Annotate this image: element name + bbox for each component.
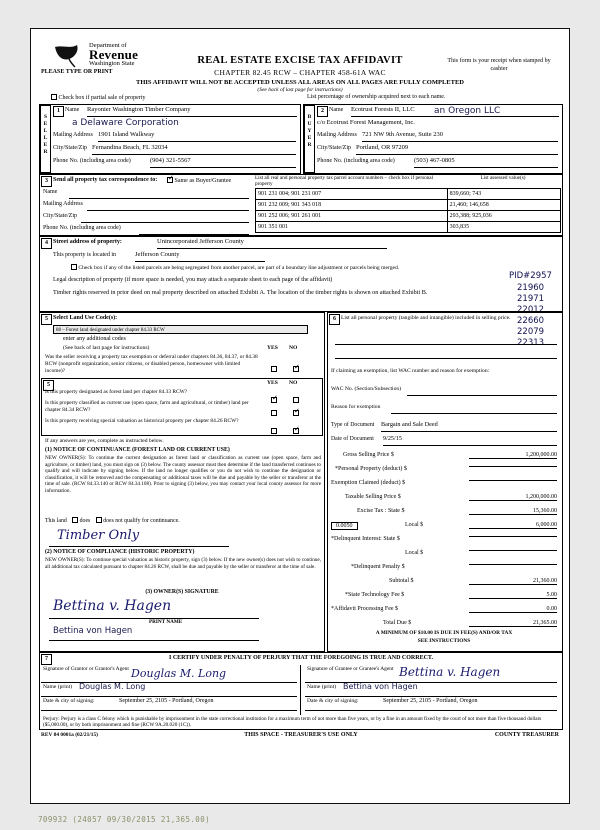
buyer-mail-value[interactable]: 721 NW 9th Avenue, Suite 230	[362, 131, 558, 142]
grantee-sig-label: Signature of Grantee or Grantee's Agent	[307, 666, 394, 672]
affidavit-fee-row	[331, 606, 557, 616]
personal-property-deduct-row	[331, 466, 557, 476]
grantee-signature[interactable]: Bettina v. Hagen	[399, 665, 501, 679]
excise-tax-local-value[interactable]: 6,000.00	[469, 522, 557, 529]
taxable-selling-price-value[interactable]: 1,200,000.00	[469, 494, 557, 501]
parcel-cell[interactable]: 901 252 006; 901 261 001	[256, 211, 448, 222]
affidavit-fee-label: *Affidavit Processing Fee $	[331, 606, 399, 612]
section-5-number: 5	[41, 314, 52, 325]
no-header-1: NO	[289, 345, 298, 351]
parcel-cell[interactable]: 901 232 009; 901 343 018	[256, 200, 448, 211]
party-section	[39, 104, 561, 174]
corr-phone-label: Phone No. (including area code)	[43, 225, 121, 231]
timber-only-handwritten: Timber Only	[57, 528, 140, 543]
subtotal-row	[331, 578, 557, 588]
grantor-name-value[interactable]: Douglas M. Long	[79, 682, 146, 691]
qualify-label: qualify for continuance.	[124, 518, 180, 524]
form-footer	[39, 730, 561, 744]
q1-no-checkbox[interactable]	[293, 366, 299, 372]
delinquent-penalty-value[interactable]	[469, 564, 557, 565]
street-address-label: Street address of property:	[53, 239, 122, 245]
treasurer-space-label: THIS SPACE - TREASURER'S USE ONLY	[244, 732, 358, 738]
excise-tax-state-value[interactable]: 15,360.00	[469, 508, 557, 515]
grantee-date-value[interactable]: September 25, 2105 - Portland, Oregon	[383, 698, 478, 704]
yes-header-1: YES	[267, 345, 278, 351]
page-subtitle: CHAPTER 82.45 RCW – CHAPTER 458-61A WAC	[214, 68, 386, 77]
agency-state: Washington State	[89, 60, 135, 67]
personal-property-deduct-value[interactable]	[469, 466, 557, 467]
delinquent-interest-local-row	[331, 550, 557, 560]
landuse-title: Select Land Use Code(s):	[53, 315, 118, 321]
corr-city-label: City/State/Zip	[43, 213, 77, 219]
landuse-question-1: Was the seller receiving a property tax exemption or deferral under chapters 84.36, 84.37, or 84.38 RCW (nonprofit organization, senior citizens, or disabled person, homeowner with limited income)?	[45, 354, 258, 374]
grantor-signature[interactable]: Douglas M. Long	[131, 667, 227, 680]
landuse-additional-label: enter any additional codes	[63, 336, 126, 342]
personal-property-value-2[interactable]	[335, 348, 557, 359]
owner-signature[interactable]: Bettina v. Hagen	[53, 598, 172, 614]
buyer-name-handwritten: an Oregon LLC	[434, 106, 501, 116]
personal-property-deduct-label: *Personal Property (deduct) $	[335, 466, 407, 472]
q4-yes-checkbox[interactable]	[271, 428, 277, 434]
exemption-claim-label: If claiming an exemption, list WAC number and reason for exemption:	[331, 368, 490, 374]
margin-note-5: 22079	[517, 327, 545, 337]
buyer-city-value[interactable]: Portland, OR 97209	[356, 144, 558, 155]
grantor-sig-label: Signature of Grantor or Grantor's Agent	[43, 666, 129, 672]
exemption-claimed-row	[331, 480, 557, 490]
does-label: does	[79, 518, 91, 524]
owner-print-name[interactable]: Bettina von Hagen	[53, 626, 133, 636]
does-not-qualify-checkbox[interactable]	[96, 517, 102, 523]
historic-compliance-body: NEW OWNER(S): To continue special valuation as historic property, sign (3) below. If the new owner(s) does not wish to continue, all additional tax calculated pursuant to chapter 84.26 RCW, shall be due and payable by the seller or transferor at the time of sale.	[45, 557, 321, 570]
section-4-number: 4	[41, 238, 52, 249]
margin-note-6: 22313	[517, 338, 545, 348]
same-as-buyer-label: Same as Buyer/Grantee	[174, 178, 232, 184]
margin-pid-note: PID#2957	[509, 271, 552, 281]
page-title: REAL ESTATE EXCISE TAX AFFIDAVIT	[197, 55, 403, 66]
q4-no-checkbox[interactable]	[293, 428, 299, 434]
seller-city-value[interactable]: Fernandina Beach, FL 32034	[92, 144, 296, 155]
certification-section	[39, 652, 561, 730]
affidavit-sheet	[30, 28, 570, 804]
subtotal-label: Subtotal $	[389, 578, 414, 584]
buyer-name-value[interactable]: Ecotrust Forests II, LLC	[351, 106, 559, 117]
doc-type-value[interactable]: Bargain and Sale Deed	[381, 421, 557, 432]
taxable-selling-price-row	[331, 494, 557, 504]
parcel-cell[interactable]: 901 231 004; 901 231 007	[256, 189, 448, 200]
yes-header-2: YES	[267, 380, 278, 386]
located-in-label: This property is located in	[53, 252, 116, 258]
legal-description-label: Legal description of property (if more space is needed, you may attach a separate sheet to each page of the affidavit)	[53, 277, 333, 283]
table-row	[256, 222, 561, 233]
does-qualify-checkbox[interactable]	[72, 517, 78, 523]
parcel-table	[255, 188, 561, 233]
margin-note-1: 21960	[517, 283, 545, 293]
section-7-number: 7	[41, 654, 52, 665]
section-1-number: 1	[53, 106, 64, 117]
gross-selling-price-value[interactable]: 1,200,000.00	[469, 452, 557, 459]
minimum-due-note: A MINIMUM OF $10.00 IS DUE IN FEE(S) AND/OR TAX	[375, 630, 513, 636]
delinquent-penalty-label: *Delinquent Penalty $	[351, 564, 405, 570]
excise-tax-local-label: Local $	[405, 522, 424, 528]
grantor-signature-block	[39, 665, 301, 715]
reason-value[interactable]	[391, 403, 557, 414]
doc-date-value[interactable]: 9/25/15	[383, 435, 557, 446]
seller-phone-value[interactable]: (904) 321-5567	[150, 157, 296, 168]
landuse-question-4: Is this property receiving special valuation as historical property per chapter 84.26 RCW?	[45, 418, 239, 424]
corr-mail-label: Mailing Address	[43, 201, 83, 207]
personal-property-label: List all personal property (tangible and intangible) included in selling price.	[341, 315, 511, 321]
seller-name-value[interactable]: Rayonier Washington Timber Company	[87, 106, 297, 117]
parcel-header: List all real and personal property tax parcel account numbers – check box if personal property	[255, 175, 434, 187]
subtotal-value[interactable]: 21,360.00	[469, 578, 557, 585]
landuse-code-select[interactable]: 88 – Forest land designated under chapter 84.33 RCW	[53, 325, 308, 334]
print-name-label: PRINT NAME	[149, 619, 183, 625]
partial-sale-checkbox[interactable]	[51, 94, 57, 100]
county-treasurer-label: COUNTY TREASURER	[494, 732, 559, 738]
if-any-yes-note: If any answers are yes, complete as instructed below.	[45, 438, 164, 444]
seller-tag: S E L L E R	[40, 105, 51, 173]
grantee-signature-block	[303, 665, 563, 715]
grantor-date-value[interactable]: September 25, 2105 - Portland, Oregon	[119, 698, 214, 704]
seller-block	[39, 104, 301, 174]
form-revision: REV 84 0001a (02/21/15)	[41, 732, 98, 738]
receipt-note: This form is your receipt when stamped by cashier	[447, 58, 551, 72]
doc-type-label: Type of Document	[331, 422, 375, 428]
q3-no-checkbox[interactable]	[293, 410, 299, 416]
section-6-number: 6	[329, 314, 340, 325]
form-header	[39, 35, 561, 93]
assessed-cell[interactable]: 293,388; 925,036	[447, 211, 560, 222]
q3-yes-checkbox[interactable]	[271, 410, 277, 416]
assessed-cell[interactable]: 303,835	[447, 222, 560, 233]
partial-sale-label: Check box if partial sale of property	[58, 95, 146, 101]
this-land-row	[45, 517, 180, 524]
reason-label: Reason for exemption	[331, 404, 381, 410]
margin-note-3: 22012	[517, 305, 545, 315]
delinquent-penalty-row	[331, 564, 557, 574]
certify-heading: I CERTIFY UNDER PENALTY OF PERJURY THAT THE FOREGOING IS TRUE AND CORRECT.	[168, 655, 433, 661]
buyer-tag: B U Y E R	[304, 105, 315, 173]
excise-tax-state-row	[331, 508, 557, 518]
section-2-number: 2	[317, 106, 328, 117]
completion-banner: THIS AFFIDAVIT WILL NOT BE ACCEPTED UNLESS ALL AREAS ON ALL PAGES ARE FULLY COMPLETED	[136, 79, 464, 86]
buyer-city-label: City/State/Zip	[317, 145, 351, 151]
agency-dept: Department of	[89, 42, 127, 49]
assessed-cell[interactable]: 21,460; 146,658	[447, 200, 560, 211]
exemption-claimed-label: Exemption Claimed (deduct) $	[331, 480, 406, 486]
same-as-buyer-checkbox[interactable]	[167, 177, 173, 183]
grantee-name-label: Name (print)	[307, 684, 337, 690]
seller-phone-label: Phone No. (including area code)	[53, 158, 131, 164]
buyer-phone-label: Phone No. (including area code)	[317, 158, 395, 164]
parcel-cell[interactable]: 901 351 001	[256, 222, 448, 233]
buyer-name-label: Name	[329, 107, 344, 113]
section-5a-number: 5	[43, 380, 54, 391]
owner-signature-heading: (3) OWNER(S) SIGNATURE	[145, 589, 219, 595]
no-header-2: NO	[289, 380, 298, 386]
this-land-label: This land	[45, 518, 67, 524]
table-row	[256, 189, 561, 200]
correspondence-section	[39, 174, 561, 236]
delinquent-interest-label: *Delinquent Interest: State $	[331, 536, 400, 542]
gross-selling-price-row	[331, 452, 557, 462]
total-due-label: Total Due $	[383, 620, 412, 626]
seller-mail-label: Mailing Address	[53, 132, 93, 138]
corr-city-value[interactable]	[81, 212, 249, 223]
tech-fee-label: *State Technology Fee $	[345, 592, 405, 598]
landuse-see-back: (See back of last page for instructions)	[63, 345, 150, 351]
grantee-name-value[interactable]: Bettina von Hagen	[343, 682, 418, 691]
delinquent-local-value[interactable]	[469, 550, 557, 551]
instructions-note: (See back of last page for instructions)	[257, 87, 343, 93]
landuse-question-3: Is this property classified as current use (open space, farm and agricultural, or timber) land per chapter 84.34 RCW?	[45, 400, 249, 413]
grantor-name-label: Name (print)	[43, 684, 73, 690]
delinquent-interest-value[interactable]	[469, 536, 557, 537]
grantor-date-label: Date & city of signing:	[43, 698, 95, 704]
wac-label: WAC No. (Section/Subsection)	[331, 386, 402, 392]
partial-sale-note: List percentage of ownership acquired next to each name.	[307, 94, 446, 100]
landuse-and-tax-section	[39, 312, 561, 652]
table-row	[256, 211, 561, 222]
personal-property-value-1[interactable]	[335, 334, 557, 345]
does-not-label: does not	[103, 518, 123, 524]
buyer-block	[303, 104, 563, 174]
buyer-phone-value[interactable]: (503) 467-0805	[414, 157, 558, 168]
corr-phone-value[interactable]	[139, 224, 249, 235]
assessed-cell[interactable]: 839,660; 743	[447, 189, 560, 200]
partial-sale-row	[39, 93, 561, 104]
delinquent-local-label: Local $	[405, 550, 424, 556]
agency-name: Revenue	[89, 47, 139, 62]
buyer-care-of: c/o Ecotrust Forest Management, Inc.	[317, 119, 415, 126]
correspondence-label: Send all property tax correspondence to:	[53, 177, 158, 183]
landuse-question-2: Is this property designated as forest land per chapter 84.33 RCW?	[45, 389, 188, 395]
street-address-value[interactable]: Unincorporated Jefferson County	[157, 238, 387, 249]
continuance-body: NEW OWNER(S): To continue the current designation as forest land or classification as current use (open space, farm and agriculture, or timber) land, you must sign on (3) below. The county assessor must then determine if the land transferred continues to qualify and will indicate by signing below. If the land no longer qualifies or you do not wish to continue the designation or classification, it will be removed and the compensating or additional taxes will be due and payable by the seller or transferor at the time of sale. (RCW 84.33.140 or RCW 84.34.108). Prior to signing (3) below, you may contact your local county assessor for more information.	[45, 455, 321, 494]
seller-name-label: Name	[65, 107, 80, 113]
delinquent-interest-state-row	[331, 536, 557, 546]
property-section	[39, 236, 561, 312]
wac-value[interactable]	[407, 385, 557, 396]
table-row	[256, 200, 561, 211]
margin-note-2: 21971	[517, 294, 545, 304]
continuance-title: (1) NOTICE OF CONTINUANCE (FOREST LAND OR CURRENT USE)	[45, 447, 230, 453]
taxable-selling-price-label: Taxable Selling Price $	[345, 494, 401, 500]
tech-fee-value[interactable]: 5.00	[469, 592, 557, 599]
see-instructions-note: SEE INSTRUCTIONS	[417, 638, 471, 644]
total-due-row	[331, 620, 557, 630]
excise-tax-state-label: Excise Tax : State $	[357, 508, 405, 514]
section-3-number: 3	[41, 176, 52, 187]
perjury-notice: Perjury: Perjury is a class C felony which is punishable by imprisonment in the state correctional institution for a maximum term of not more than five years, or by a fine in an amount fixed by the court of not more than five thousand dollars ($5,000.00), or by both imprisonment and fine (RCW 9A.20.020 (1C)).	[43, 716, 542, 729]
legal-description-value[interactable]: Timber rights reserved in prior deed on real property described on attached Exhibit A. The location of the timber rights is shown on attached Exhibit B.	[53, 289, 428, 296]
exemption-claimed-value[interactable]	[469, 480, 557, 481]
corr-name-label: Name	[43, 189, 58, 195]
doc-date-label: Date of Document	[331, 436, 374, 442]
tax-rate-field[interactable]: 0.0050	[331, 522, 358, 530]
corr-mail-value[interactable]	[87, 200, 249, 211]
tech-fee-row	[331, 592, 557, 602]
gross-selling-price-label: Gross Selling Price $	[343, 452, 394, 458]
excise-tax-local-row	[331, 522, 557, 532]
segregation-note: Check box if any of the listed parcels are being segregated from another parcel, are part of a boundary line adjustment or parcels being merged.	[78, 265, 400, 271]
affidavit-fee-value[interactable]: 0.00	[469, 606, 557, 613]
treasurer-stamp-ocr: 709932 (24057 09/30/2015 21,365.00)	[38, 815, 211, 824]
seller-mail-value[interactable]: 1901 Island Walkway	[98, 131, 296, 142]
seller-city-label: City/State/Zip	[53, 145, 87, 151]
historic-compliance-title: (2) NOTICE OF COMPLIANCE (HISTORIC PROPERTY)	[45, 549, 195, 555]
located-in-value[interactable]: Jefferson County	[135, 251, 265, 262]
corr-name-value[interactable]	[69, 188, 249, 199]
q1-yes-checkbox[interactable]	[271, 366, 277, 372]
grantee-date-label: Date & city of signing:	[307, 698, 359, 704]
total-due-value[interactable]: 21,365.00	[469, 620, 557, 627]
margin-note-4: 22660	[517, 316, 545, 326]
assessed-header: List assessed value(s)	[480, 175, 526, 181]
buyer-mail-label: Mailing Address	[317, 132, 357, 138]
type-or-print-label: PLEASE TYPE OR PRINT	[41, 69, 113, 75]
segregation-checkbox[interactable]	[71, 264, 77, 270]
seller-name-handwritten: a Delaware Corporation	[72, 118, 179, 128]
